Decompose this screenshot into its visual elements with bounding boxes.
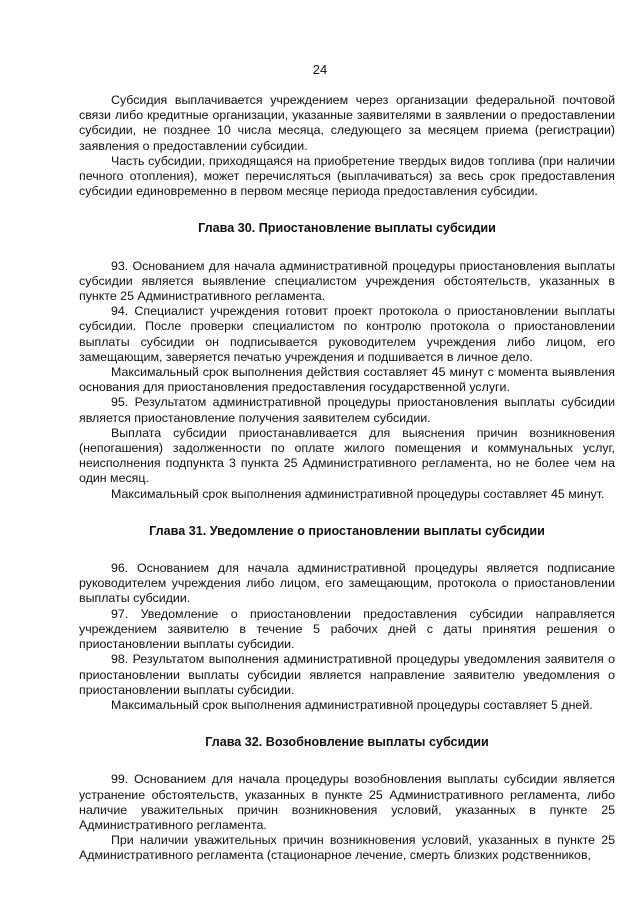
- paragraph: Субсидия выплачивается учреждением через организации федеральной почтовой связи либо кредитные организации, указанные заявителями в заявлении о предоставлении субсидии, не позднее 10 числа месяца, следующего за месяцем приема (регистрации) заявления о предоставлении субсидии.: [79, 93, 615, 153]
- paragraph: При наличии уважительных причин возникновения условий, указанных в пункте 25 Административного регламента (стационарное лечение, смерть близких родственников,: [79, 833, 615, 863]
- paragraph: Максимальный срок выполнения действия составляет 45 минут с момента выявления основания для приостановления предоставления государственной услуги.: [79, 365, 615, 395]
- document-body: [79, 93, 615, 864]
- chapter-31-heading: Глава 31. Уведомление о приостановлении выплаты субсидии: [149, 523, 545, 538]
- paragraph: Часть субсидии, приходящаяся на приобретение твердых видов топлива (при наличии печного отопления), может перечисляться (выплачиваться) за весь срок предоставления субсидии единовременно в первом месяце периода предоставления субсидии.: [79, 153, 615, 199]
- page-number: 24: [312, 62, 328, 77]
- paragraph: 99. Основанием для начала процедуры возобновления выплаты субсидии является устранение обстоятельств, указанных в пункте 25 Административного регламента, либо наличие уважительных причин возникновения условий, указанных в пункте 25 Административного регламента.: [79, 772, 615, 832]
- paragraph: Максимальный срок выполнения административной процедуры составляет 5 дней.: [111, 697, 593, 712]
- paragraph: 98. Результатом выполнения административной процедуры уведомления заявителя о приостановлении выплаты субсидии является направление заявителю уведомления о приостановлении выплаты субсидии.: [79, 652, 615, 697]
- paragraph: Максимальный срок выполнения административной процедуры составляет 45 минут.: [111, 486, 605, 501]
- paragraph: 97. Уведомление о приостановлении предоставления субсидии направляется учреждением заявителю в течение 5 рабочих дней с даты принятия решения о приостановлении выплаты субсидии.: [79, 606, 615, 652]
- chapter-30-heading: Глава 30. Приостановление выплаты субсидии: [198, 221, 496, 236]
- chapter-32-heading: Глава 32. Возобновление выплаты субсидии: [205, 735, 489, 750]
- paragraph: Выплата субсидии приостанавливается для выяснения причин возникновения (непогашения) задолженности по оплате жилого помещения и коммунальных услуг, неисполнения подпункта 3 пункта 25 Административного регламента, но не более чем на один месяц.: [79, 425, 615, 486]
- paragraph: 93. Основанием для начала административной процедуры приостановления выплаты субсидии является выявление специалистом учреждения обстоятельств, указанных в пункте 25 Административного регламента.: [79, 258, 615, 304]
- paragraph: 96. Основанием для начала административной процедуры является подписание руководителем учреждения либо лицом, его замещающим, протокола о приостановлении выплаты субсидии.: [79, 561, 615, 606]
- paragraph: 94. Специалист учреждения готовит проект протокола о приостановлении выплаты субсидии. После проверки специалистом по контролю протокола о приостановлении выплаты субсидии он подписывается руководителем учреждения либо лицом, его замещающим, заверяется печатью учреждения и подшивается в личное дело.: [79, 304, 615, 364]
- paragraph: 95. Результатом административной процедуры приостановления выплаты субсидии является приостановление получения заявителем субсидии.: [79, 395, 615, 425]
